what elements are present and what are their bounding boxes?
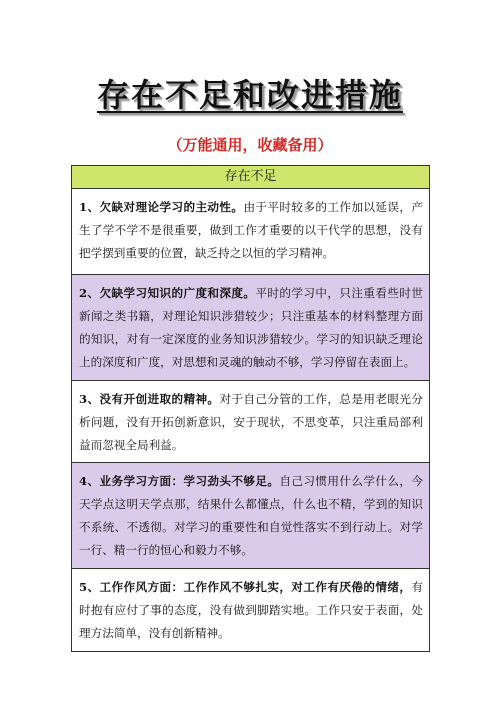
row-lead: 4、业务学习方面：学习劲头不够足。: [79, 474, 280, 488]
row-body: 有时抱有应付了事的态度，没有做到脚踏实地。工作只安于表面，处理方法简单，没有创新精神。: [79, 580, 423, 640]
table-row: [72, 275, 429, 381]
page-subtitle: （万能通用，收藏备用）: [167, 136, 333, 154]
row-body: 平时的学习中，只注重看些时世新闻之类书籍，对理论知识涉猎较少；只注重基本的材料整理方面的知识，对有一定深度的业务知识涉猎较少。学习的知识缺乏理论上的深度和广度，对思想和灵魂的触动不够，学习停留在表面上。: [79, 286, 423, 369]
row-body: 对于自己分管的工作，总是用老眼光分析问题，没有开拓创新意识，安于现状，不思变革，只注重局部利益而忽视全局利益。: [79, 392, 423, 452]
row-lead: 5、工作作风方面：工作作风不够扎实，对工作有厌倦的情绪，: [79, 580, 412, 594]
row-body: 由于平时较多的工作加以延误，产生了学不学不是很重要，做到工作才重要的以干代学的思想，没有把学摆到重要的位置，缺乏持之以恒的学习精神。: [79, 200, 423, 260]
table-row: [72, 569, 429, 651]
page-title: 存在不足和改进措施: [96, 76, 403, 114]
table-row: [72, 189, 429, 275]
row-lead: 3、没有开创进取的精神。: [79, 392, 220, 406]
table-row: [72, 463, 429, 569]
table-header: 存在不足: [72, 166, 429, 189]
row-lead: 2、欠缺学习知识的广度和深度。: [79, 286, 256, 300]
shortcomings-table: [71, 165, 430, 652]
row-body: 自己习惯用什么学什么，今天学点这明天学点那，结果什么都懂点，什么也不精，学到的知识不系统、不透彻。对学习的重要性和自觉性落实不到行动上。对学一行、精一行的恒心和毅力不够。: [79, 474, 423, 557]
row-lead: 1、欠缺对理论学习的主动性。: [79, 200, 244, 214]
table-row: [72, 381, 429, 463]
